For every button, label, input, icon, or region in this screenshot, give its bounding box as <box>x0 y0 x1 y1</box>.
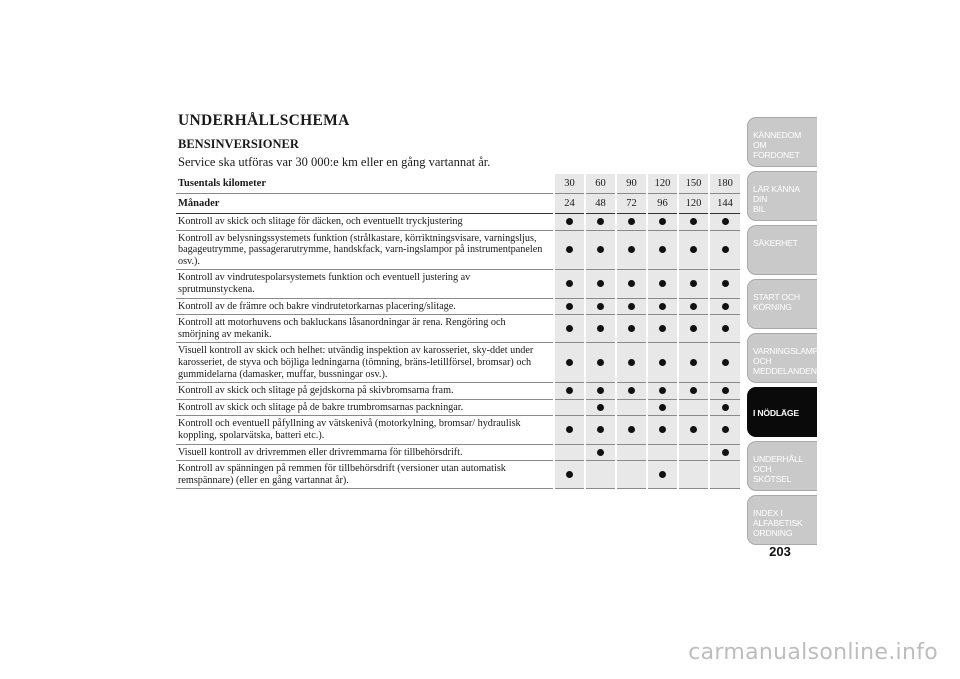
bullet-icon <box>628 218 635 225</box>
interval-cell <box>709 461 740 489</box>
bullet-icon <box>722 426 729 433</box>
bullet-icon <box>659 471 666 478</box>
chapter-tab[interactable] <box>747 279 817 329</box>
bullet-icon <box>628 246 635 253</box>
row-description: Kontroll av skick och slitage för däcken, och eventuellt tryckjustering <box>176 214 554 231</box>
bullet-icon <box>690 218 697 225</box>
interval-cell <box>678 230 709 270</box>
interval-cell <box>678 444 709 461</box>
month-header-label: Månader <box>176 194 554 214</box>
bullet-icon <box>597 303 604 310</box>
interval-cell <box>647 461 678 489</box>
table-row <box>176 214 740 231</box>
interval-cell <box>709 298 740 315</box>
interval-cell <box>554 343 585 383</box>
km-header-cell: 120 <box>647 174 678 194</box>
interval-cell <box>616 270 647 298</box>
month-header-cell: 72 <box>616 194 647 214</box>
interval-cell <box>647 444 678 461</box>
interval-cell <box>616 383 647 400</box>
interval-cell <box>647 214 678 231</box>
bullet-icon <box>690 359 697 366</box>
interval-cell <box>554 399 585 416</box>
watermark: carmanualsonline.info <box>688 640 938 665</box>
bullet-icon <box>659 404 666 411</box>
interval-cell <box>554 461 585 489</box>
interval-cell <box>678 399 709 416</box>
interval-cell <box>554 230 585 270</box>
chapter-tab-label: LÄR KÄNNA DIN BIL <box>753 184 800 214</box>
interval-cell <box>585 461 616 489</box>
table-row <box>176 383 740 400</box>
page-title: UNDERHÅLLSCHEMA <box>178 112 350 129</box>
interval-cell <box>678 315 709 343</box>
interval-cell <box>709 399 740 416</box>
chapter-tab[interactable] <box>747 117 817 167</box>
bullet-icon <box>597 280 604 287</box>
interval-cell <box>616 343 647 383</box>
interval-cell <box>647 399 678 416</box>
table-row <box>176 461 740 489</box>
interval-cell <box>678 343 709 383</box>
interval-cell <box>554 315 585 343</box>
bullet-icon <box>722 325 729 332</box>
bullet-icon <box>628 387 635 394</box>
table-row <box>176 399 740 416</box>
month-header-cell: 120 <box>678 194 709 214</box>
bullet-icon <box>566 325 573 332</box>
interval-cell <box>616 461 647 489</box>
section-subtitle: BENSINVERSIONER <box>178 137 299 151</box>
chapter-tab[interactable] <box>747 495 817 545</box>
month-header-cell: 144 <box>709 194 740 214</box>
bullet-icon <box>659 426 666 433</box>
chapter-tab-label: KÄNNEDOM OM FORDONET <box>753 130 802 160</box>
interval-cell <box>585 416 616 444</box>
interval-cell <box>554 270 585 298</box>
chapter-tab-label: I NÖDLÄGE <box>753 408 799 418</box>
row-description: Kontroll av spänningen på remmen för tillbehörsdrift (versioner utan automatisk remspännare) (eller en gång vartannat år). <box>176 461 554 489</box>
interval-cell <box>554 444 585 461</box>
table-row <box>176 343 740 383</box>
page-number: 203 <box>769 544 791 559</box>
bullet-icon <box>597 449 604 456</box>
interval-cell <box>678 383 709 400</box>
interval-cell <box>678 461 709 489</box>
interval-cell <box>709 214 740 231</box>
chapter-tab[interactable] <box>747 387 817 437</box>
interval-cell <box>585 383 616 400</box>
bullet-icon <box>597 359 604 366</box>
km-header-row <box>176 174 740 194</box>
bullet-icon <box>722 218 729 225</box>
km-header-cell: 150 <box>678 174 709 194</box>
bullet-icon <box>566 218 573 225</box>
bullet-icon <box>597 325 604 332</box>
chapter-tab[interactable] <box>747 333 831 383</box>
row-description: Kontroll av skick och slitage på gejdskorna på skivbromsarna fram. <box>176 383 554 400</box>
interval-cell <box>709 416 740 444</box>
interval-cell <box>647 343 678 383</box>
km-header-cell: 180 <box>709 174 740 194</box>
interval-cell <box>585 298 616 315</box>
interval-cell <box>616 416 647 444</box>
km-header-cell: 60 <box>585 174 616 194</box>
interval-cell <box>647 383 678 400</box>
bullet-icon <box>722 280 729 287</box>
interval-cell <box>616 214 647 231</box>
km-header-cell: 90 <box>616 174 647 194</box>
interval-cell <box>554 298 585 315</box>
bullet-icon <box>722 246 729 253</box>
interval-cell <box>647 298 678 315</box>
bullet-icon <box>659 303 666 310</box>
interval-cell <box>647 270 678 298</box>
bullet-icon <box>566 426 573 433</box>
interval-cell <box>647 315 678 343</box>
chapter-tab-label: UNDERHÅLL OCH SKÖTSEL <box>753 454 803 484</box>
bullet-icon <box>597 426 604 433</box>
km-header-cell: 30 <box>554 174 585 194</box>
bullet-icon <box>566 280 573 287</box>
intro-text: Service ska utföras var 30 000:e km eller en gång vartannat år. <box>178 155 491 169</box>
bullet-icon <box>722 303 729 310</box>
interval-cell <box>678 270 709 298</box>
interval-cell <box>678 416 709 444</box>
chapter-tab-label: VARNINGSLAMPOR OCH MEDDELANDEN <box>753 346 831 376</box>
row-description: Kontroll av skick och slitage på de bakre trumbromsarnas packningar. <box>176 399 554 416</box>
interval-cell <box>709 270 740 298</box>
bullet-icon <box>690 303 697 310</box>
interval-cell <box>709 315 740 343</box>
bullet-icon <box>628 280 635 287</box>
interval-cell <box>709 230 740 270</box>
bullet-icon <box>628 303 635 310</box>
interval-cell <box>616 298 647 315</box>
bullet-icon <box>566 303 573 310</box>
bullet-icon <box>597 246 604 253</box>
bullet-icon <box>659 218 666 225</box>
interval-cell <box>616 399 647 416</box>
interval-cell <box>678 298 709 315</box>
bullet-icon <box>597 404 604 411</box>
bullet-icon <box>628 426 635 433</box>
row-description: Visuell kontroll av skick och helhet: utvändig inspektion av karosseriet, sky-ddet under karosseriet, de styva och böjliga ledningarna (tömning, bräns-letillförsel, bromsar) och gummidelarna (damasker, muffar, bussningar osv.). <box>176 343 554 383</box>
bullet-icon <box>690 280 697 287</box>
interval-cell <box>585 214 616 231</box>
table-row <box>176 416 740 444</box>
chapter-tab-label: INDEX I ALFABETISK ORDNING <box>753 508 803 538</box>
interval-cell <box>554 383 585 400</box>
interval-cell <box>616 444 647 461</box>
month-header-cell: 48 <box>585 194 616 214</box>
interval-cell <box>616 230 647 270</box>
bullet-icon <box>722 387 729 394</box>
interval-cell <box>585 315 616 343</box>
bullet-icon <box>659 280 666 287</box>
row-description: Visuell kontroll av drivremmen eller drivremmarna för tillbehörsdrift. <box>176 444 554 461</box>
bullet-icon <box>659 325 666 332</box>
row-description: Kontroll att motorhuvens och bakluckans låsanordningar är rena. Rengöring och smörjning av mekanik. <box>176 315 554 343</box>
bullet-icon <box>722 449 729 456</box>
interval-cell <box>554 214 585 231</box>
bullet-icon <box>722 359 729 366</box>
interval-cell <box>647 230 678 270</box>
bullet-icon <box>690 387 697 394</box>
bullet-icon <box>690 325 697 332</box>
bullet-icon <box>566 387 573 394</box>
bullet-icon <box>659 387 666 394</box>
chapter-tab-label: SÄKERHET <box>753 238 798 248</box>
month-header-row <box>176 194 740 214</box>
table-row <box>176 270 740 298</box>
interval-cell <box>585 230 616 270</box>
bullet-icon <box>659 246 666 253</box>
interval-cell <box>647 416 678 444</box>
bullet-icon <box>659 359 666 366</box>
bullet-icon <box>690 426 697 433</box>
bullet-icon <box>722 404 729 411</box>
interval-cell <box>709 444 740 461</box>
interval-cell <box>585 343 616 383</box>
table-row <box>176 444 740 461</box>
km-header-label: Tusentals kilometer <box>176 174 554 194</box>
chapter-tab-label: START OCH KÖRNING <box>753 292 800 312</box>
interval-cell <box>709 343 740 383</box>
bullet-icon <box>628 359 635 366</box>
interval-cell <box>585 399 616 416</box>
interval-cell <box>585 270 616 298</box>
row-description: Kontroll och eventuell påfyllning av vätskenivå (motorkylning, bromsar/ hydraulisk koppling, spolarvätska, batteri etc.). <box>176 416 554 444</box>
interval-cell <box>709 383 740 400</box>
chapter-tab[interactable] <box>747 171 817 221</box>
table-row <box>176 315 740 343</box>
interval-cell <box>616 315 647 343</box>
chapter-tab[interactable] <box>747 441 817 491</box>
table-row <box>176 230 740 270</box>
bullet-icon <box>628 325 635 332</box>
table-row <box>176 298 740 315</box>
interval-cell <box>678 214 709 231</box>
bullet-icon <box>597 218 604 225</box>
chapter-tabs <box>747 117 831 549</box>
chapter-tab[interactable] <box>747 225 817 275</box>
bullet-icon <box>566 471 573 478</box>
row-description: Kontroll av vindrutespolarsystemets funktion och eventuell justering av sprutmunstyckena. <box>176 270 554 298</box>
month-header-cell: 24 <box>554 194 585 214</box>
bullet-icon <box>566 359 573 366</box>
month-header-cell: 96 <box>647 194 678 214</box>
maintenance-schedule-table <box>176 174 740 489</box>
bullet-icon <box>690 246 697 253</box>
row-description: Kontroll av belysningssystemets funktion (strålkastare, körriktningsvisare, varningsljus, bagageutrymme, passagerarutrymme, handskfack, varn-ingslampor på instrumentpanelen osv.). <box>176 230 554 270</box>
bullet-icon <box>597 387 604 394</box>
interval-cell <box>554 416 585 444</box>
interval-cell <box>585 444 616 461</box>
row-description: Kontroll av de främre och bakre vindrutetorkarnas placering/slitage. <box>176 298 554 315</box>
bullet-icon <box>566 246 573 253</box>
